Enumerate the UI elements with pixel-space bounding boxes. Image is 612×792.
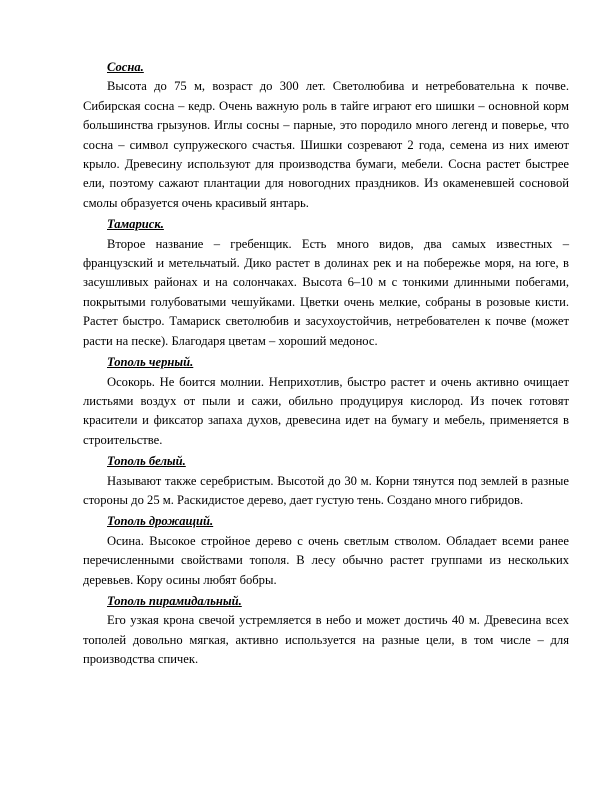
section-heading-aspen: Тополь дрожащий. [107, 514, 214, 529]
section-text-white-poplar: Называют также серебристым. Высотой до 30 м. Корни тянутся под землей в разные стороны до 25 м. Раскидистое дерево, дает густую тень. Создано много гибридов. [83, 473, 569, 507]
section-text-black-poplar: Осокорь. Не боится молнии. Неприхотлив, быстро растет и очень активно очищает листьями воздух от пыли и сажи, обильно продуцируя кислород. Из почек готовят красители и фиксатор запаха духов, древесина идет на бумагу и мебель, применяется в строительстве. [83, 374, 569, 447]
section-text-tamarisk: Второе название – гребенщик. Есть много видов, два самых известных – французский и метельчатый. Дико растет в долинах рек и на побережье моря, на юге, в засушливых районах и на солончаках. Высота 6–10 м с тонкими длинными побегами, покрытыми голубоватыми чешуйками. Цветки очень мелкие, собраны в розовые кисти. Растет быстро. Тамариск светолюбив и засухоустойчив, нетребователен к почве (может расти на песке). Благодаря цветам – хороший медонос. [83, 236, 569, 348]
section-heading-black-poplar: Тополь черный. [107, 355, 194, 370]
section-heading-pyramidal-poplar: Тополь пирамидальный. [107, 593, 242, 608]
section-text-pine: Высота до 75 м, возраст до 300 лет. Светолюбива и нетребовательна к почве. Сибирская сосна – кедр. Очень важную роль в тайге играют его шишки – основной корм большинства грызунов. Иглы сосны – парные, это породило много легенд и поверье, что сосна – символ супружеского счастья. Шишки созревают 2 года, семена из них имеют крыло. Древесину используют для производства бумаги, мебели. Сосна растет быстрее ели, поэтому сажают плантации для новогодних праздников. Из окаменевшей сосновой смолы образуется очень красивый янтарь. [83, 79, 569, 210]
document-body [83, 58, 569, 672]
section-text-aspen: Осина. Высокое стройное дерево с очень светлым стволом. Обладает всеми ранее перечисленными свойствами тополя. В лесу обычно растет группами из нескольких деревьев. Кору осины любят бобры. [83, 533, 569, 587]
section-heading-tamarisk: Тамариск. [107, 217, 164, 232]
section-heading-pine: Сосна. [107, 60, 144, 74]
section-heading-white-poplar: Тополь белый. [107, 454, 186, 469]
section-text-pyramidal-poplar: Его узкая крона свечой устремляется в небо и может достичь 40 м. Древесина всех тополей довольно мягкая, активно используется на разные цели, в том числе – для производства спичек. [83, 613, 569, 667]
